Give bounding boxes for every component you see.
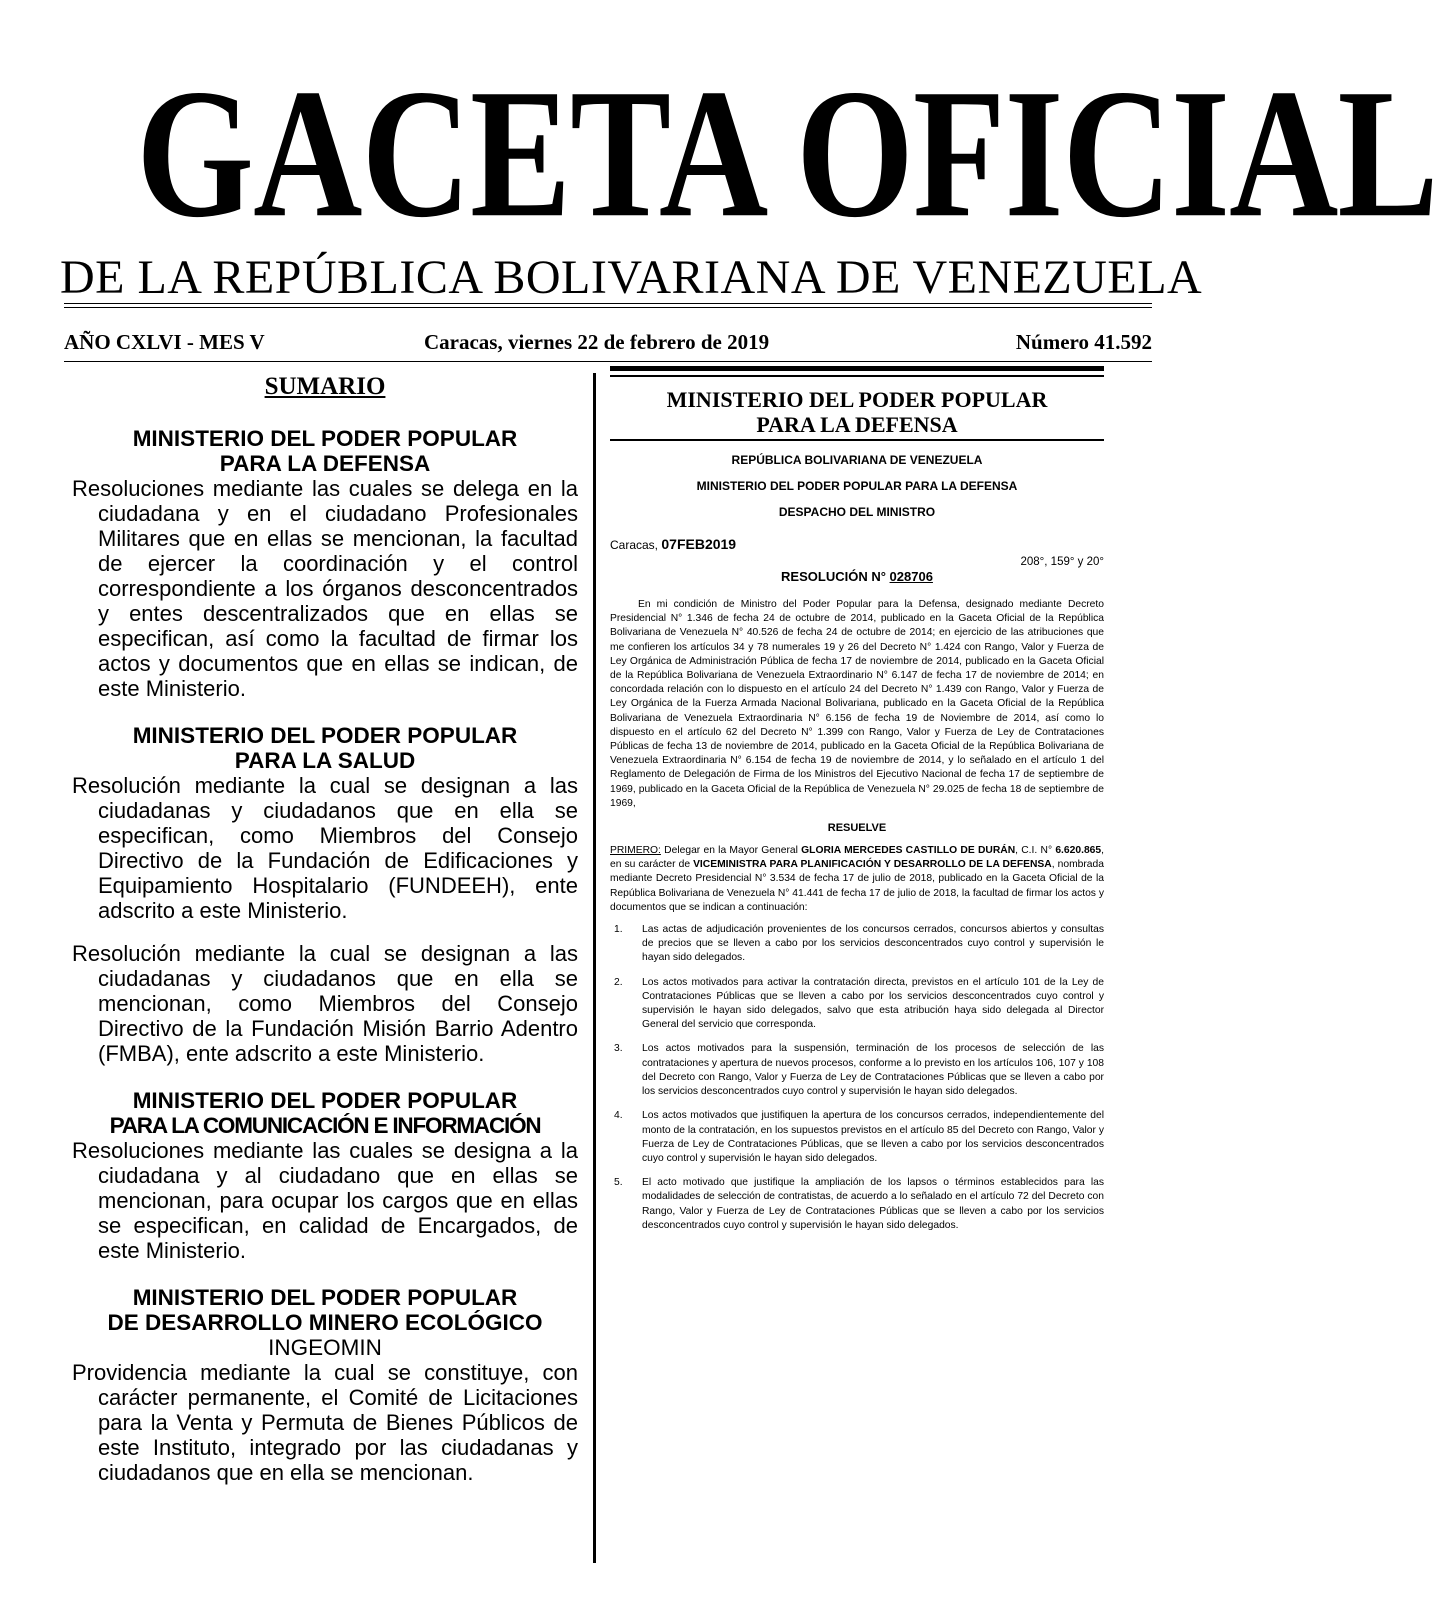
- entry-description: Resolución mediante la cual se designan a las ciudadanas y ciudadanos que en ella se mencionan, como Miembros del Consejo Directivo de la Fundación Misión Barrio Adentro (FMBA), ente adscrito a este Ministerio.: [72, 941, 578, 1066]
- sumario-entry: [72, 1285, 578, 1485]
- header-rule-bottom: [64, 361, 1152, 362]
- entry-ministry-line2: PARA LA DEFENSA: [219, 451, 431, 476]
- resolution-column: [610, 366, 1104, 1243]
- issue-info-bar: [64, 329, 1152, 357]
- article-primero: PRIMERO: Delegar en la Mayor General GLORIA MERCEDES CASTILLO DE DURÁN, C.I. N° 6.620.865, en su carácter de VICEMINISTRA PARA PLANIFICACIÓN Y DESARROLLO DE LA DEFENSA, nombrada mediante Decreto Presidencial N° 3.534 de fecha 17 de julio de 2018, publicado en la Gaceta Oficial de la República Bolivariana de Venezuela N° 41.441 de fecha 17 de julio de 2018, la facultad de firmar los actos y documentos que se indican a continuación:: [610, 845, 1104, 913]
- masthead-title: GACETA OFICIAL: [136, 51, 1438, 257]
- delegate-name: GLORIA MERCEDES CASTILLO DE DURÁN: [801, 845, 1016, 857]
- entry-description: Providencia mediante la cual se constituye, con carácter permanente, el Comité de Licitaciones para la Venta y Permuta de Bienes Públicos de este Instituto, integrado por las ciudadanas y ciudadanos que en ella se mencionan.: [72, 1360, 578, 1485]
- entry-description: Resoluciones mediante las cuales se delega en la ciudadana y en el ciudadano Profesionales Militares que en ellas se mencionan, la facultad de ejercer la coordinación y el control correspondiente a los órganos desconcentrados y entes descentralizados que en ellas se especifican, así como la facultad de firmar los actos y documentos que en ellas se indican, de este Ministerio.: [72, 476, 578, 701]
- delegate-role: VICEMINISTRA PARA PLANIFICACIÓN Y DESARROLLO DE LA DEFENSA: [693, 859, 1052, 871]
- entry-ministry-line1: MINISTERIO DEL PODER POPULAR: [132, 426, 518, 451]
- ministry-heading-line1: MINISTERIO DEL PODER POPULAR: [666, 387, 1048, 412]
- header-rule-top-2: [64, 307, 1152, 308]
- doc-header-ministry: MINISTERIO DEL PODER POPULAR PARA LA DEFENSA: [696, 479, 1018, 493]
- ministry-heading-rule: [610, 439, 1104, 441]
- sumario-column: [72, 372, 578, 1485]
- resolution-preamble: En mi condición de Ministro del Poder Popular para la Defensa, designado mediante Decreto Presidencial N° 1.346 de fecha 24 de octubre de 2014, publicado en la Gaceta Oficial de la República Bolivariana de Venezuela N° 40.526 de fecha 24 de octubre de 2014; en ejercicio de las atribuciones que me confieren los artículos 34 y 78 numerales 19 y 26 del Decreto N° 1.424 con Rango, Valor y Fuerza de Ley Orgánica de Administración Pública de fecha 17 de noviembre de 2014, publicado en la Gaceta Oficial de la República Bolivariana de Venezuela Extraordinario N° 6.147 de fecha 17 de noviembre de 2014; en concordada relación con lo dispuesto en el artículo 24 del Decreto N° 1.439 con Rango, Valor y Fuerza de Ley Orgánica de la Fuerza Armada Nacional Bolivariana, publicado en la Gaceta Oficial de la República Bolivariana de Venezuela Extraordinaria N° 6.156 de fecha 19 de Noviembre de 2014, así como lo dispuesto en el artículo 62 del Decreto N° 1.399 con Rango, Valor y Fuerza de Ley de Contrataciones Públicas de fecha 13 de noviembre de 2014, publicado en la Gaceta Oficial de la República Bolivariana de Venezuela Extraordinaria N° 6.154 de fecha 19 de noviembre de 2014, y lo señalado en el artículo 1 del Reglamento de Delegación de Firma de los Ministros del Ejecutivo Nacional de fecha 17 de septiembre de 1969, publicado en la Gaceta Oficial de la República de Venezuela N° 29.025 de fecha 18 de septiembre de 1969,: [610, 599, 1104, 809]
- sumario-entry: [72, 723, 578, 1066]
- entry-ministry-line1: MINISTERIO DEL PODER POPULAR: [132, 723, 518, 748]
- doc-header-office: DESPACHO DEL MINISTRO: [778, 505, 936, 519]
- resolution-label: RESOLUCIÓN N°: [781, 569, 886, 584]
- header-rule-top: [64, 303, 1152, 304]
- list-item: 3. Los actos motivados para la suspensión, terminación de los procesos de selección de las contrataciones y apertura de nuevos procesos, conforme a lo previsto en los artículos 106, 107 y 108 del Decreto con Rango, Valor y Fuerza de Ley de Contrataciones Públicas que se lleven a cabo por los servicios desconcentrados cuyo control y supervisión le hayan sido delegados.: [614, 1043, 1104, 1098]
- sumario-title: SUMARIO: [264, 373, 386, 400]
- doc-city: Caracas,: [610, 538, 659, 552]
- entry-ministry-line2: DE DESARROLLO MINERO ECOLÓGICO: [107, 1310, 543, 1335]
- entry-ministry-line1: MINISTERIO DEL PODER POPULAR: [132, 1285, 518, 1310]
- entry-ministry-line2: PARA LA SALUD: [234, 748, 416, 773]
- doc-header-republic: REPÚBLICA BOLIVARIANA DE VENEZUELA: [731, 453, 983, 467]
- resuelve-heading: RESUELVE: [827, 822, 887, 835]
- entry-ministry-line1: MINISTERIO DEL PODER POPULAR: [132, 1088, 518, 1113]
- resolution-number: 028706: [889, 569, 933, 584]
- entry-institute: INGEOMIN: [268, 1335, 382, 1360]
- issue-place-date: Caracas, viernes 22 de febrero de 2019: [424, 330, 770, 354]
- issue-number: Número 41.592: [1015, 330, 1152, 354]
- delegate-id: 6.620.865: [1055, 845, 1102, 857]
- masthead-subtitle: DE LA REPÚBLICA BOLIVARIANA DE VENEZUELA: [60, 251, 1203, 304]
- entry-ministry-line2: PARA LA COMUNICACIÓN E INFORMACIÓN: [109, 1113, 541, 1138]
- section-bar-thin: [610, 375, 1104, 377]
- doc-date-line: [610, 536, 1104, 552]
- doc-date: 07FEB2019: [661, 536, 737, 552]
- list-item: 5. El acto motivado que justifique la ampliación de los lapsos o términos establecidos para las modalidades de selección de contratistas, de acuerdo a lo señalado en el artículo 72 del Decreto con Rango, Valor y Fuerza de Ley de Contrataciones Públicas que se lleven a cabo por los servicios desconcentrados cuyo control y supervisión le hayan sido delegados.: [614, 1177, 1104, 1231]
- column-divider: [593, 373, 596, 1563]
- delegated-acts-list: [610, 923, 1104, 1233]
- sumario-entry: [72, 1088, 578, 1263]
- masthead: [60, 51, 1438, 304]
- list-item: 2. Los actos motivados para activar la contratación directa, previstos en el artículo 101 de la Ley de Contrataciones Públicas que se lleven a cabo por los servicios desconcentrados cuyo control y supervisión le hayan sido delegados, salvo que esta atribución haya sido delegada al Director General del servicio que corresponda.: [614, 976, 1104, 1031]
- entry-description: Resolución mediante la cual se designan a las ciudadanas y ciudadanos que en ella se especifican, como Miembros del Consejo Directivo de la Fundación de Edificaciones y Equipamiento Hospitalario (FUNDEEH), ente adscrito a este Ministerio.: [72, 773, 578, 923]
- list-item: 4. Los actos motivados que justifiquen la apertura de los concursos cerrados, independientemente del monto de la contratación, en los supuestos previstos en el artículo 85 del Decreto con Rango, Valor y Fuerza de Ley de Contrataciones Públicas, que se lleven a cabo por los servicios desconcentrados cuyo control y supervisión le hayan sido delegados.: [614, 1110, 1104, 1164]
- section-bar-thick: [610, 366, 1104, 371]
- sumario-entry: [72, 426, 578, 701]
- ministry-heading-line2: PARA LA DEFENSA: [756, 412, 958, 437]
- doc-years: 208°, 159° y 20°: [1020, 556, 1104, 568]
- issue-year-month: AÑO CXLVI - MES V: [64, 330, 265, 354]
- primero-label: PRIMERO:: [610, 845, 661, 857]
- resolution-title: [610, 569, 1104, 584]
- entry-description: Resoluciones mediante las cuales se designa a la ciudadana y al ciudadano que en ellas se mencionan, para ocupar los cargos que en ellas se especifican, en calidad de Encargados, de este Ministerio.: [72, 1138, 578, 1263]
- list-item: 1. Las actas de adjudicación provenientes de los concursos cerrados, concursos abiertos y consultas de precios que se lleven a cabo por los servicios desconcentrados cuyo control y supervisión le hayan sido delegados.: [614, 924, 1104, 964]
